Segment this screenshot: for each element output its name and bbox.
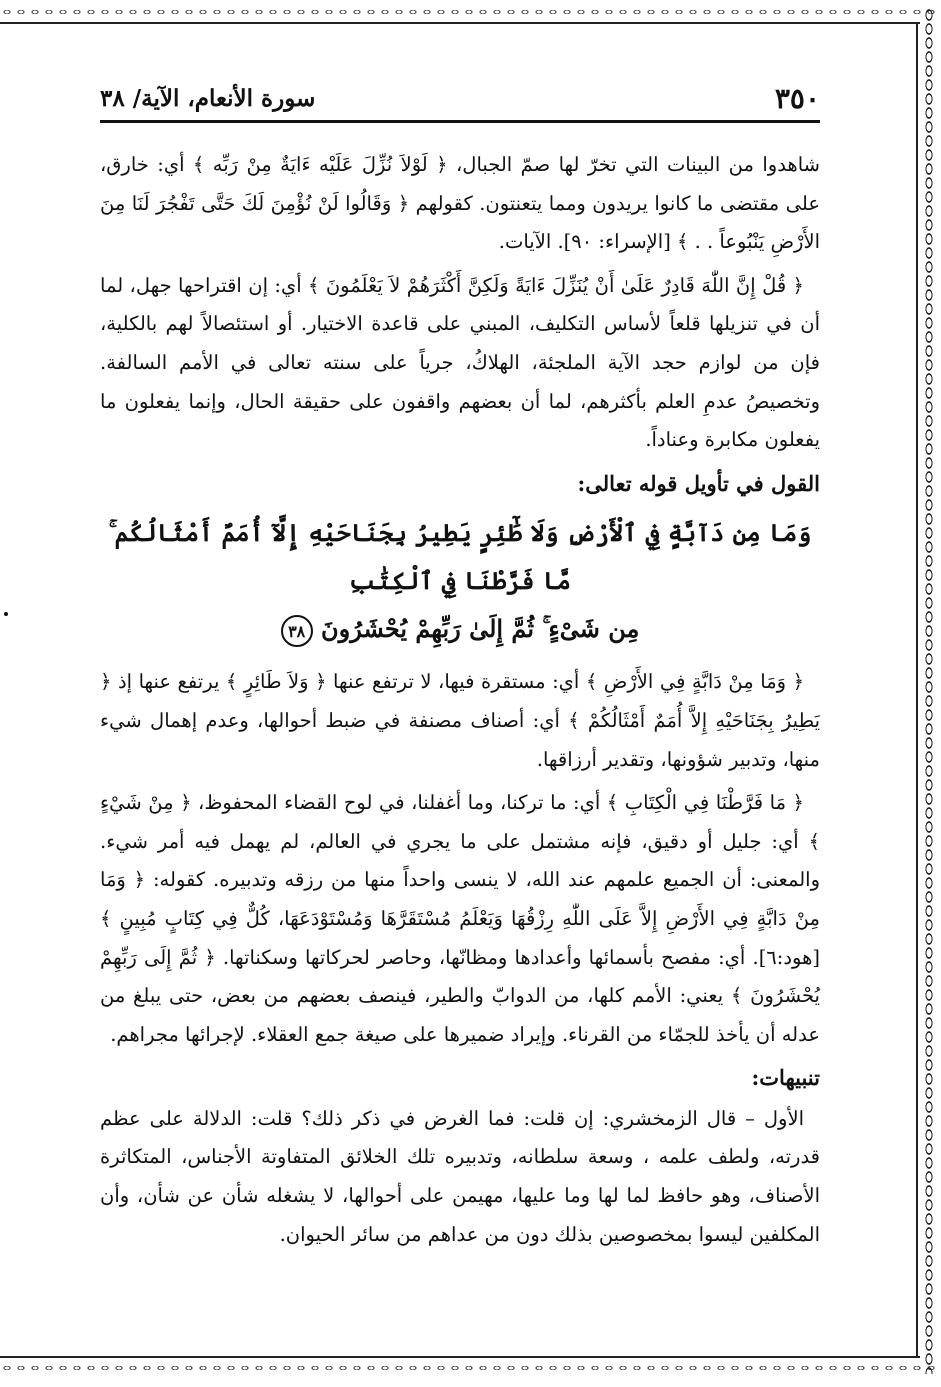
paragraph-4: ﴿ مَا فَرَّطْنَا فِي الْكِتَابِ ﴾ أي: ما تركنا، وما أغفلنا، في لوح القضاء المحفوظ، ﴿ مِنْ شَيْءٍ ﴾ أي: جليل أو دقيق، فإنه مشتمل على ما يجري في العالم، لم يهمل فيه أمر شيء. والمعنى: أن الجميع علمهم عند الله، لا ينسى واحداً منها من رزقه وتدبيره. كقوله: ﴿ وَمَا مِنْ دَابَّةٍ فِي الأَرْضِ إِلاَّ عَلَى اللّٰهِ رِزْقُهَا وَيَعْلَمُ مُسْتَقَرَّهَا وَمُسْتَوْدَعَهَا، كُلٌّ فِي كِتَابٍ مُبِينٍ ﴾ [هود:٦]. أي: مفصح بأسمائها وأعدادها ومظانّها، وحاصر لحركاتها وسكناتها. ﴿ ثُمَّ إِلَى رَبِّهِمْ يُحْشَرُونَ ﴾ يعني: الأمم كلها، من الدوابّ والطير، فينصف بعضهم من بعض، حتى يبلغ من عدله أن يأخذ للجمّاء من القرناء. وإيراد ضميرها على صيغة جمع العقلاء. لإجرائها مجراهم. xyxy=(100,791,820,1046)
notes-heading: تنبيهات: xyxy=(751,1065,820,1091)
running-title: سورة الأنعام، الآية/ ٣٨ xyxy=(100,84,316,112)
section-heading: القول في تأويل قوله تعالى: xyxy=(577,470,820,496)
page-number: ٣٥٠ xyxy=(774,81,820,115)
verse-line-1: وَمَا مِن دَآبَّةٍ فِي ٱلْأَرْضِ وَلَا طَٰٓئِرٍ يَطِيرُ بِجَنَاحَيْهِ إِلَّآ أُمَمٌ أَمْثَالُكُم ۚ مَّا فَرَّطْنَا فِي ٱلْكِتَٰبِ xyxy=(108,518,812,596)
right-border-rule xyxy=(916,22,918,1358)
quran-verse xyxy=(100,509,820,653)
top-chain-border xyxy=(0,5,941,19)
verse-line-2-text: مِن شَىْءٍ ۚ ثُمَّ إِلَىٰ رَبِّهِمْ يُحْشَرُونَ xyxy=(321,614,640,644)
right-chain-border xyxy=(922,8,936,1374)
page-header xyxy=(100,80,820,116)
bottom-chain-border xyxy=(0,1361,941,1375)
paragraph-3: ﴿ وَمَا مِنْ دَابَّةٍ فِي الأَرْضِ ﴾ أي: مستقرة فيها، لا ترتفع عنها ﴿ وَلاَ طَائِرٍ ﴾ يرتفع عنها إذ ﴿ يَطِيرُ بِجَنَاحَيْهِ إِلاَّ أُمَمٌ أَمْثَالُكُمْ ﴾ أي: أصناف مصنفة في ضبط أحوالها، وعدم إهمال شيء منها، وتدبير شؤونها، وتقدير أرزاقها. xyxy=(100,670,820,771)
verse-line-2 xyxy=(100,605,820,653)
page-body xyxy=(100,146,820,1259)
scan-speck xyxy=(4,612,8,616)
top-border-rule xyxy=(0,22,920,24)
paragraph-1: شاهدوا من البينات التي تخرّ لها صمّ الجبال، ﴿ لَوْلاَ نُزِّلَ عَلَيْه ءَايَةٌ مِنْ رَبِّه ﴾ أي: خارق، على مقتضى ما كانوا يريدون ومما يتعنتون. كقولهم ﴿ وَقَالُوا لَنْ نُؤْمِنَ لَكَ حَتَّى تَفْجُرَ لَنَا مِنَ الأَرْضِ يَنْبُوعاً . . ﴾ [الإسراء: ٩٠]. الآيات. xyxy=(100,153,820,254)
bottom-border-rule xyxy=(0,1356,920,1358)
ayah-number-marker: ٣٨ xyxy=(281,615,313,647)
paragraph-2: ﴿ قُلْ إِنَّ اللّٰهَ قَادِرٌ عَلَىٰ أَنْ يُنَزِّلَ ءَايَةً وَلَكِنَّ أَكْثَرَهُمْ لاَ يَعْلَمُونَ ﴾ أي: إن اقتراحها جهل، لما أن في تنزيلها قلعاً لأساس التكليف، المبني على قاعدة الاختيار. أو استئصالاً لهم بالكلية، فإن من لوازم حجد الآية الملجئة، الهلاكُ، جرياً على سنته تعالى في الأمم السالفة. وتخصيصُ عدمِ العلم بأكثرهم، لما أن بعضهم واقفون على حقيقة الحال، وإنما يفعلون ما يفعلون مكابرة وعناداً. xyxy=(100,273,820,452)
paragraph-5: الأول – قال الزمخشري: إن قلت: فما الغرض في ذكر ذلك؟ قلت: الدلالة على عظم قدرته، ولطف علمه ، وسعة سلطانه، وتدبيره تلك الخلائق المتفاوتة الأجناس، المتكاثرة الأصناف، وهو حافظ لما لها وما عليها، مهيمن على أحوالها، لا يشغله شأن عن شأن، وأن المكلفين ليسوا بمخصوصين بذلك دون من عداهم من سائر الحيوان. xyxy=(100,1106,820,1246)
header-rule xyxy=(100,120,820,123)
